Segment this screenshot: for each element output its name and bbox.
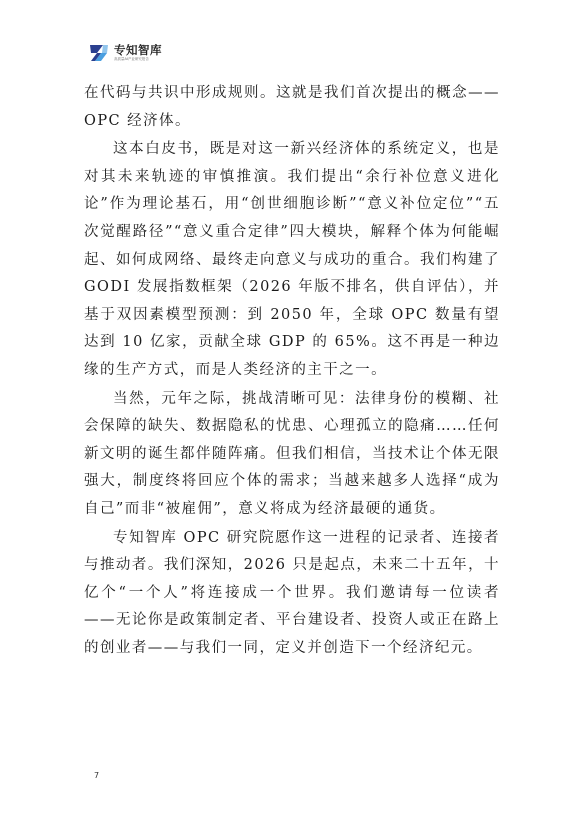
- paragraph-challenges: 当然，元年之际，挑战清晰可见：法律身份的模糊、社会保障的缺失、数据隐私的忧患、心理孤立的隐痛……任何新文明的诞生都伴随阵痛。但我们相信，当技术让个体无限强大，制度终将回应个体的需求；当越来越多人选择“成为自己”而非“被雇佣”，意义将成为经济最硬的通货。: [84, 390, 500, 517]
- paragraph-continuation: 在代码与共识中形成规则。这就是我们首次提出的概念——OPC 经济体。: [84, 85, 500, 129]
- brand-logo-icon: [88, 42, 110, 64]
- document-body: [84, 80, 500, 662]
- brand-title: 专知智库: [114, 43, 162, 57]
- brand-subtitle: 高质量AI产业研究报告: [114, 57, 149, 61]
- brand-text: [114, 44, 162, 62]
- page-number: 7: [94, 771, 100, 780]
- page-header: [88, 42, 162, 64]
- paragraph-invitation: 专知智库 OPC 研究院愿作这一进程的记录者、连接者与推动者。我们深知，2026 只是起点，未来二十五年，十亿个“一个人”将连接成一个世界。我们邀请每一位读者——无论你是政策制定者、平台建设者、投资人或正在路上的创业者——与我们一同，定义并创造下一个经济纪元。: [84, 529, 500, 656]
- paragraph-whitepaper-overview: 这本白皮书，既是对这一新兴经济体的系统定义，也是对其未来轨迹的审慎推演。我们提出“余行补位意义进化论”作为理论基石，用“创世细胞诊断”“意义补位定位”“五次觉醒路径”“意义重合定律”四大模块，解释个体为何能崛起、如何成网络、最终走向意义与成功的重合。我们构建了 GODI 发展指数框架（2026 年版不排名，供自评估），并基于双因素模型预测：到 2050 年，全球 OPC 数量有望达到 10 亿家，贡献全球 GDP 的 65%。这不再是一种边缘的生产方式，而是人类经济的主干之一。: [84, 141, 500, 378]
